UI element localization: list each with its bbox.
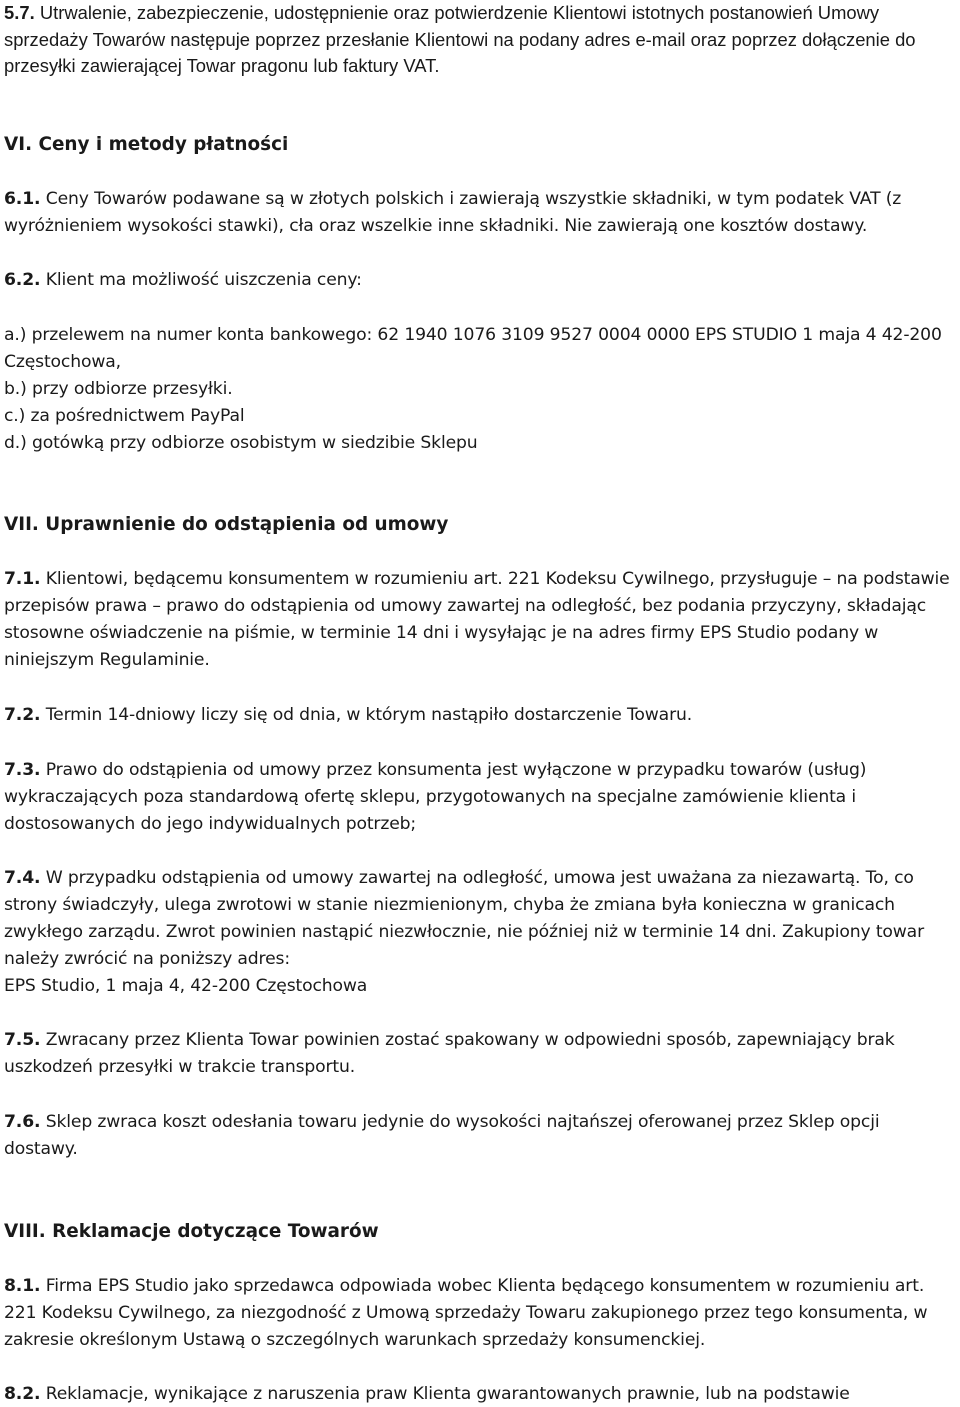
payment-option-a: a.) przelewem na numer konta bankowego: 62 1940 1076 3109 9527 0004 0000 EPS STUDIO 1 maja 4 42-200 Częstochowa,	[4, 325, 942, 372]
paragraph-number: 6.2.	[4, 270, 41, 290]
section-heading-viii: VIII. Reklamacje dotyczące Towarów	[4, 1221, 379, 1242]
paragraph-text: Sklep zwraca koszt odesłania towaru jedynie do wysokości najtańszej oferowanej przez Sklep opcji dostawy.	[4, 1112, 880, 1159]
paragraph-7-5	[4, 1027, 958, 1081]
paragraph-number: 8.1.	[4, 1276, 41, 1296]
paragraph-7-3	[4, 757, 958, 838]
paragraph-text: Ceny Towarów podawane są w złotych polskich i zawierają wszystkie składniki, w tym podatek VAT (z wyróżnieniem wysokości stawki), cła oraz wszelkie inne składniki. Nie zawierają one kosztów dostawy.	[4, 189, 902, 236]
section-heading-vi: VI. Ceny i metody płatności	[4, 134, 289, 155]
payment-option-d: d.) gotówką przy odbiorze osobistym w siedzibie Sklepu	[4, 433, 478, 453]
paragraph-text: Klientowi, będącemu konsumentem w rozumieniu art. 221 Kodeksu Cywilnego, przysługuje – na podstawie przepisów prawa – prawo do odstąpienia od umowy zawartej na odległość, bez podania przyczyny, składając stosowne oświadczenie na piśmie, w terminie 14 dni i wysyłając je na adres firmy EPS Studio podany w niniejszym Regulaminie.	[4, 569, 950, 670]
paragraph-7-2	[4, 702, 958, 729]
paragraph-text: Firma EPS Studio jako sprzedawca odpowiada wobec Klienta będącego konsumentem w rozumieniu art. 221 Kodeksu Cywilnego, za niezgodność z Umową sprzedaży Towaru zakupionego przez tego konsumenta, w zakresie określonym Ustawą o szczególnych warunkach sprzedaży konsumenckiej.	[4, 1276, 928, 1350]
paragraph-number: 7.3.	[4, 760, 41, 780]
paragraph-number: 8.2.	[4, 1384, 41, 1404]
paragraph-6-2	[4, 267, 958, 294]
payment-option-c: c.) za pośrednictwem PayPal	[4, 406, 245, 426]
paragraph-number: 6.1.	[4, 189, 41, 209]
section-heading-vii: VII. Uprawnienie do odstąpienia od umowy	[4, 514, 449, 535]
paragraph-text: Reklamacje, wynikające z naruszenia praw Klienta gwarantowanych prawnie, lub na podstawie	[45, 1384, 850, 1404]
paragraph-number: 5.7.	[4, 2, 35, 23]
paragraph-number: 7.4.	[4, 868, 41, 888]
paragraph-8-1	[4, 1273, 958, 1354]
paragraph-number: 7.1.	[4, 569, 41, 589]
paragraph-6-1	[4, 186, 958, 240]
payment-option-b: b.) przy odbiorze przesyłki.	[4, 379, 233, 399]
paragraph-number: 7.2.	[4, 705, 41, 725]
paragraph-7-1	[4, 566, 958, 674]
paragraph-text: Termin 14-dniowy liczy się od dnia, w którym nastąpiło dostarczenie Towaru.	[45, 705, 693, 725]
return-address: EPS Studio, 1 maja 4, 42-200 Częstochowa	[4, 976, 368, 996]
paragraph-text: Klient ma możliwość uiszczenia ceny:	[45, 270, 362, 290]
payment-options-list	[4, 322, 958, 457]
paragraph-number: 7.6.	[4, 1112, 41, 1132]
paragraph-7-4	[4, 865, 958, 1000]
paragraph-8-2	[4, 1381, 958, 1407]
paragraph-text: Prawo do odstąpienia od umowy przez konsumenta jest wyłączone w przypadku towarów (usług) wykraczających poza standardową ofertę sklepu, przygotowanych na specjalne zamówienie klienta i dostosowanych do jego indywidualnych potrzeb;	[4, 760, 867, 834]
paragraph-text: W przypadku odstąpienia od umowy zawartej na odległość, umowa jest uważana za niezawartą. To, co strony świadczyły, ulega zwrotowi w stanie niezmienionym, chyba że zmiana była konieczna w granicach zwykłego zarządu. Zwrot powinien nastąpić niezwłocznie, nie później niż w terminie 14 dni. Zakupiony towar należy zwrócić na poniższy adres:	[4, 868, 924, 969]
paragraph-text: Zwracany przez Klienta Towar powinien zostać spakowany w odpowiedni sposób, zapewniający brak uszkodzeń przesyłki w trakcie transportu.	[4, 1030, 895, 1077]
paragraph-number: 7.5.	[4, 1030, 41, 1050]
paragraph-7-6	[4, 1109, 958, 1163]
paragraph-5-7	[4, 0, 958, 80]
paragraph-text: Utrwalenie, zabezpieczenie, udostępnienie oraz potwierdzenie Klientowi istotnych postanowień Umowy sprzedaży Towarów następuje poprzez przesłanie Klientowi na podany adres e-mail oraz poprzez dołączenie do przesyłki zawierającej Towar pragonu lub faktury VAT.	[4, 2, 916, 76]
